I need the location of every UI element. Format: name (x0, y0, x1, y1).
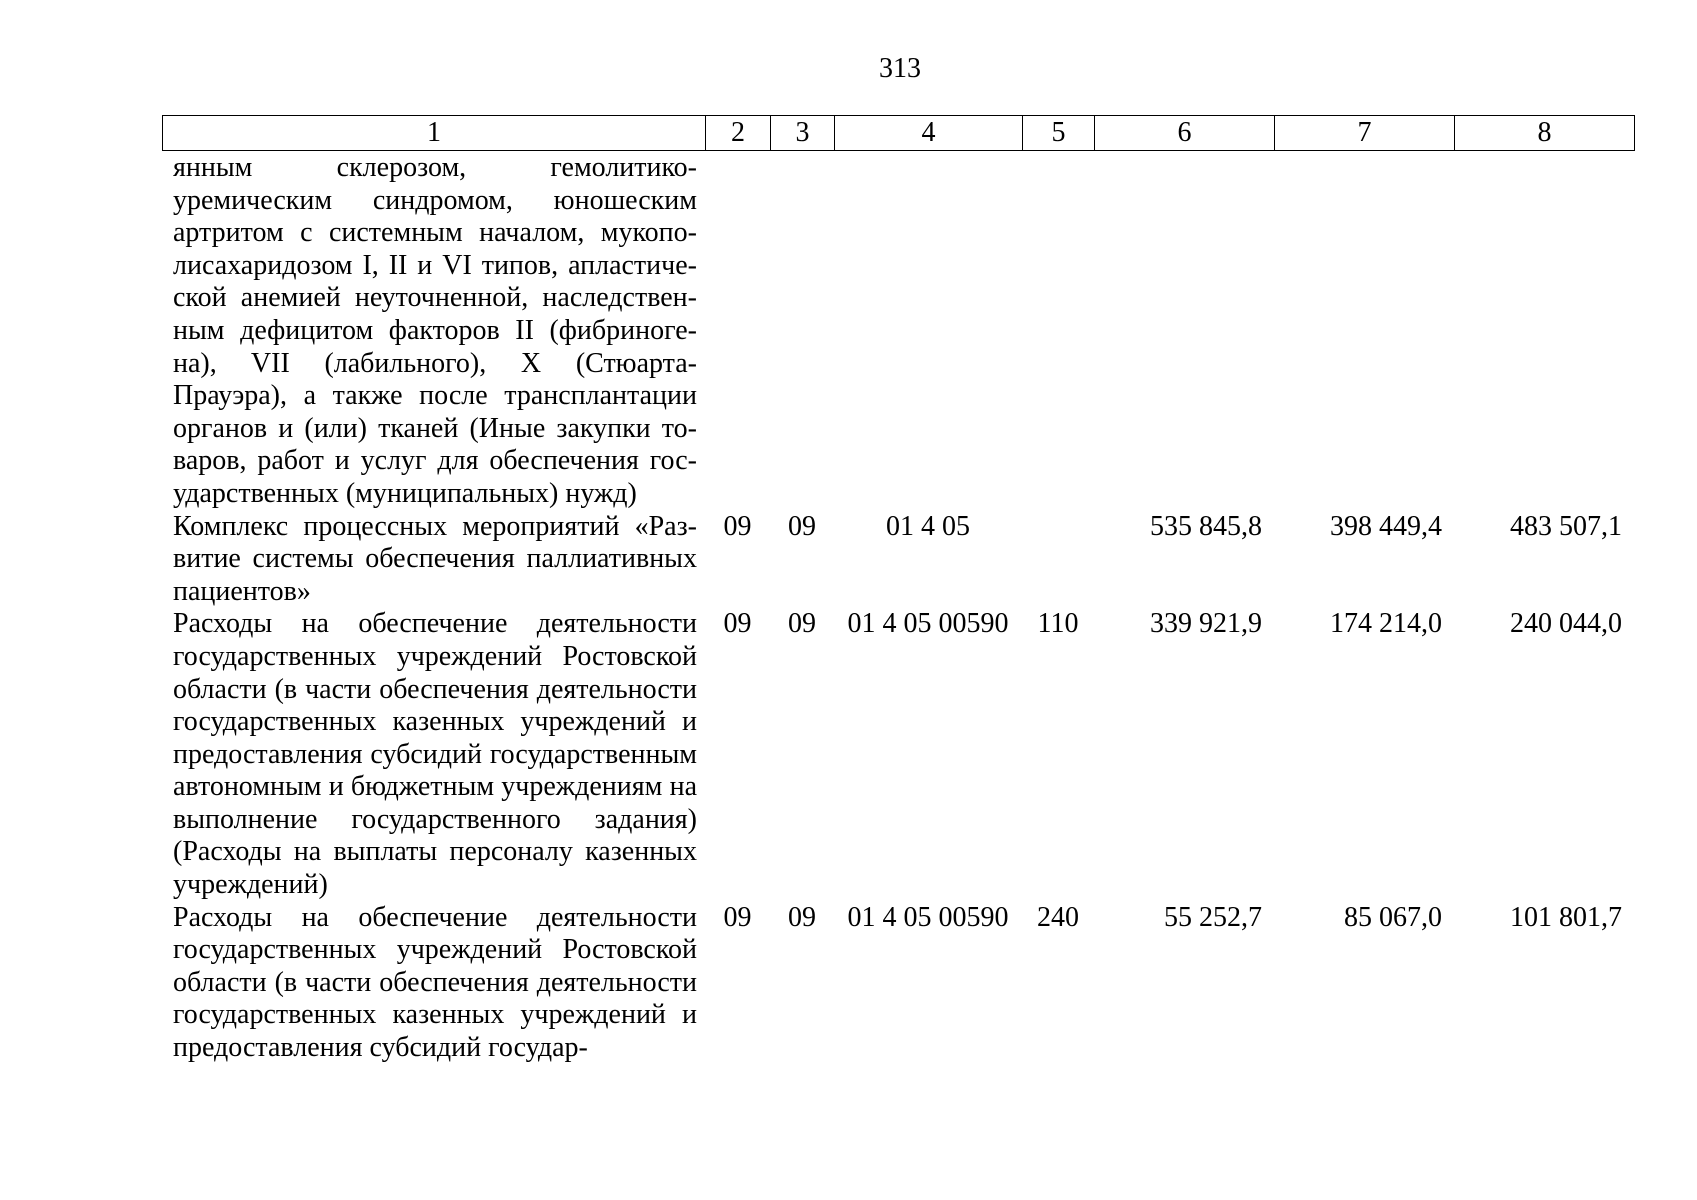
row-amount-col8: 483 507,1 (1510, 510, 1622, 542)
column-header-4: 4 (835, 116, 1023, 151)
row-expense-type: 110 (1037, 608, 1079, 640)
column-header-5: 5 (1023, 116, 1095, 151)
table-row (162, 902, 1634, 1065)
table-header (162, 115, 1635, 151)
row-amount-col8 (1454, 152, 1634, 511)
column-header-8: 8 (1455, 116, 1635, 151)
row-target-code: 01 4 05 00590 (847, 608, 1009, 640)
column-header-2: 2 (706, 116, 771, 151)
row-target-code: 01 4 05 (886, 510, 970, 542)
row-expense-type: 240 (1037, 901, 1079, 933)
row-description: Комплекс процессных мероприятий «Развитие системы обеспечения паллиативных пациентов» (173, 510, 697, 607)
page-number: 313 (879, 53, 921, 84)
table-row (162, 511, 1634, 609)
table-row (162, 152, 1634, 511)
row-amount-col6 (1094, 152, 1274, 511)
row-section (705, 152, 770, 511)
row-target-code (834, 152, 1022, 511)
row-amount-col7: 398 449,4 (1330, 510, 1442, 542)
row-amount-col7 (1274, 152, 1454, 511)
column-header-7: 7 (1275, 116, 1455, 151)
row-subsection (770, 152, 834, 511)
column-header-6: 6 (1095, 116, 1275, 151)
column-header-3: 3 (771, 116, 835, 151)
column-header-1: 1 (163, 116, 706, 151)
row-expense-type (1022, 511, 1094, 609)
row-section: 09 (723, 608, 752, 640)
row-subsection: 09 (788, 608, 816, 640)
row-description: янным склерозом, гемолитико-уремическим синдромом, юношеским артритом с системным началом, мукополисахаридозом I, II и VI типов, апластической анемией неуточненной, наследственным дефицитом факторов II (фибриногена), VII (лабильного), X (Стюарта-Прауэра), а также после трансплантации органов и (или) тканей (Иные закупки товаров, работ и услуг для обеспечения государственных (муниципальных) нужд) (173, 152, 697, 509)
row-description: Расходы на обеспечение деятельности государственных учреждений Ростовской области (в части обеспечения деятельности государственных казенных учреждений и предоставления субсидий государ- (173, 901, 697, 1064)
row-amount-col8: 101 801,7 (1510, 901, 1622, 933)
row-description: Расходы на обеспечение деятельности государственных учреждений Ростовской области (в части обеспечения деятельности государственных казенных учреждений и предоставления субсидий государственным автономным и бюджетным учреждениям на выполнение государственного задания) (Расходы на выплаты персоналу казенных учреждений) (173, 608, 697, 901)
row-amount-col6: 339 921,9 (1150, 608, 1262, 640)
table-body (162, 152, 1634, 1065)
row-amount-col6: 535 845,8 (1150, 510, 1262, 542)
row-amount-col8: 240 044,0 (1510, 608, 1622, 640)
row-section: 09 (723, 901, 752, 933)
row-subsection: 09 (788, 510, 816, 542)
row-expense-type (1022, 152, 1094, 511)
row-section: 09 (723, 510, 752, 542)
row-target-code: 01 4 05 00590 (847, 901, 1009, 933)
row-subsection: 09 (788, 901, 816, 933)
row-amount-col7: 174 214,0 (1330, 608, 1442, 640)
row-amount-col7: 85 067,0 (1344, 901, 1442, 933)
table-row (162, 608, 1634, 901)
row-amount-col6: 55 252,7 (1164, 901, 1262, 933)
